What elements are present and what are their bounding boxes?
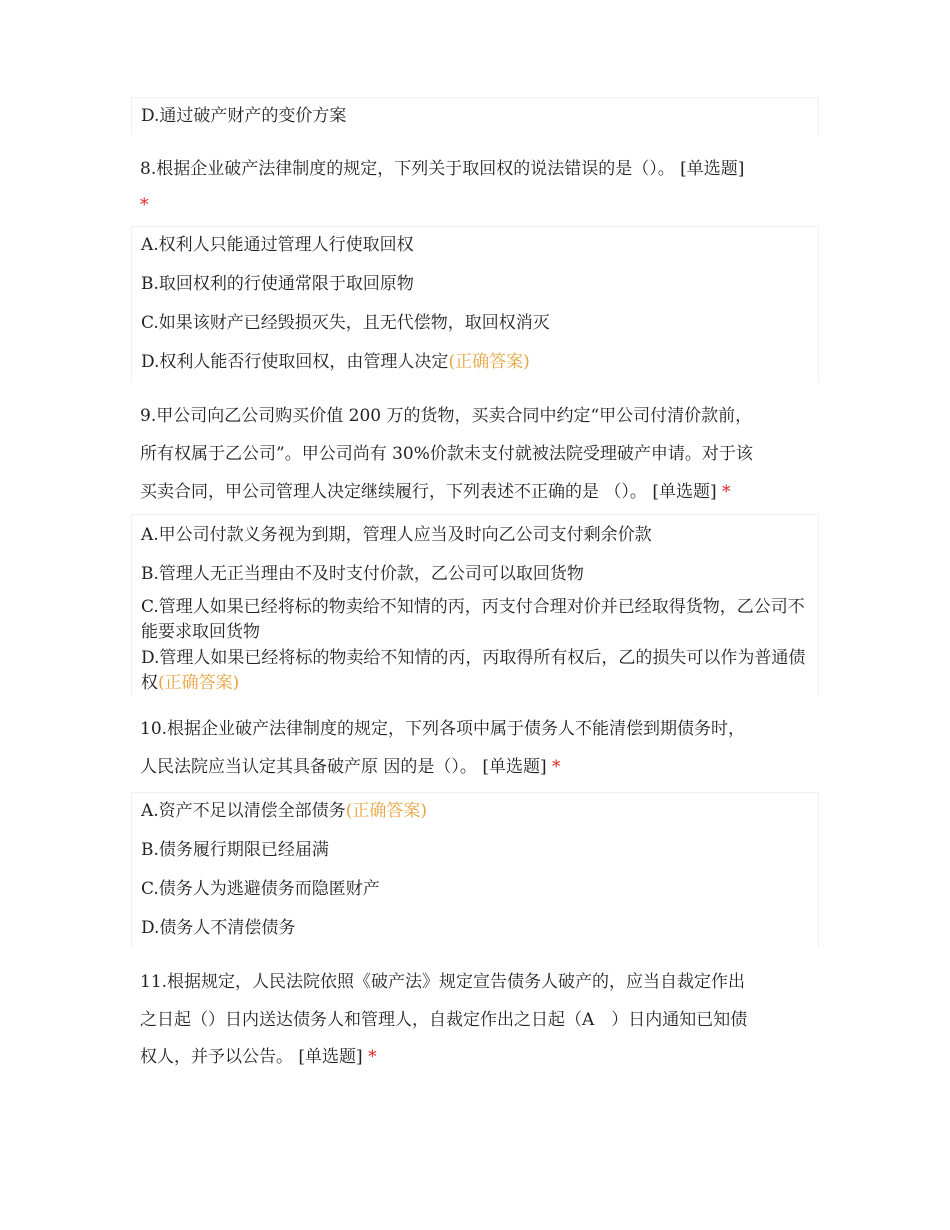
q8-options-box bbox=[131, 226, 819, 382]
q11-stem-line-1: 11.根据规定，人民法院依照《破产法》规定宣告债务人破产的，应当自裁定作出 bbox=[140, 972, 746, 992]
q9-stem-line-1: 9.甲公司向乙公司购买价值 200 万的货物，买卖合同中约定“甲公司付清价款前， bbox=[140, 406, 753, 426]
q8-option-c[interactable]: C.如果该财产已经毁损灭失，且无代偿物，取回权消灭 bbox=[141, 313, 550, 333]
q10-option-d[interactable]: D.债务人不清偿债务 bbox=[141, 918, 296, 938]
q9-required-mark: * bbox=[721, 482, 731, 502]
q8-option-a[interactable]: A.权利人只能通过管理人行使取回权 bbox=[141, 235, 414, 255]
q9-option-d-text: D.管理人如果已经将标的物卖给不知情的丙，丙取得所有权后，乙的损失可以作为普通债权 bbox=[141, 648, 806, 693]
q9-stem-line-3 bbox=[140, 480, 730, 504]
q10-type-tag: [单选题] bbox=[482, 757, 547, 777]
q8-stem bbox=[140, 157, 744, 181]
q9-option-a[interactable]: A.甲公司付款义务视为到期，管理人应当及时向乙公司支付剩余价款 bbox=[141, 525, 652, 545]
q10-correct-answer-mark: (正确答案) bbox=[345, 801, 427, 821]
q9-option-d[interactable] bbox=[141, 646, 813, 696]
q7-option-d[interactable]: D.通过破产财产的变价方案 bbox=[141, 106, 347, 126]
q8-stem-text: 8.根据企业破产法律制度的规定，下列关于取回权的说法错误的是（）。 bbox=[140, 159, 675, 179]
q10-stem-line-1: 10.根据企业破产法律制度的规定，下列各项中属于债务人不能清偿到期债务时， bbox=[140, 719, 746, 739]
q9-options-box bbox=[131, 514, 819, 696]
q10-options-box bbox=[131, 792, 819, 948]
q10-option-a-text: A.资产不足以清偿全部债务 bbox=[141, 801, 346, 821]
q10-stem-text: 人民法院应当认定其具备破产原 因的是（）。 bbox=[140, 757, 477, 777]
q11-stem-line-3 bbox=[140, 1045, 377, 1069]
q9-correct-answer-mark: (正确答案) bbox=[158, 673, 240, 693]
q9-type-tag: [单选题] bbox=[652, 482, 717, 502]
q11-type-tag: [单选题] bbox=[298, 1047, 363, 1067]
q8-option-d-text: D.权利人能否行使取回权，由管理人决定 bbox=[141, 352, 449, 372]
q10-option-c[interactable]: C.债务人为逃避债务而隐匿财产 bbox=[141, 879, 380, 899]
q9-stem-text: 买卖合同，甲公司管理人决定继续履行，下列表述不正确的是 （）。 bbox=[140, 482, 647, 502]
q10-required-mark: * bbox=[551, 757, 561, 777]
q11-stem-line-2: 之日起（）日内送达债务人和管理人，自裁定作出之日起（A ）日内通知已知债 bbox=[140, 1010, 748, 1030]
q10-stem-line-2 bbox=[140, 755, 560, 779]
q8-correct-answer-mark: (正确答案) bbox=[448, 352, 530, 372]
q10-option-a[interactable] bbox=[141, 800, 427, 822]
q8-type-tag: [单选题] bbox=[680, 159, 745, 179]
q10-option-b[interactable]: B.债务履行期限已经届满 bbox=[141, 840, 329, 860]
q9-option-b[interactable]: B.管理人无正当理由不及时支付价款，乙公司可以取回货物 bbox=[141, 564, 584, 584]
q11-required-mark: * bbox=[368, 1047, 377, 1067]
q11-stem-text: 权人，并予以公告。 bbox=[140, 1047, 293, 1067]
q7-options-box bbox=[131, 97, 819, 135]
q9-stem-line-2: 所有权属于乙公司”。甲公司尚有 30%价款未支付就被法院受理破产申请。对于该 bbox=[140, 444, 753, 464]
q8-required-mark: * bbox=[140, 195, 149, 215]
q8-option-d[interactable] bbox=[141, 351, 530, 373]
q8-required-line bbox=[140, 193, 149, 217]
q9-option-c[interactable]: C.管理人如果已经将标的物卖给不知情的丙，丙支付合理对价并已经取得货物，乙公司不能要求取回货物 bbox=[141, 597, 805, 642]
q8-option-b[interactable]: B.取回权利的行使通常限于取回原物 bbox=[141, 274, 414, 294]
